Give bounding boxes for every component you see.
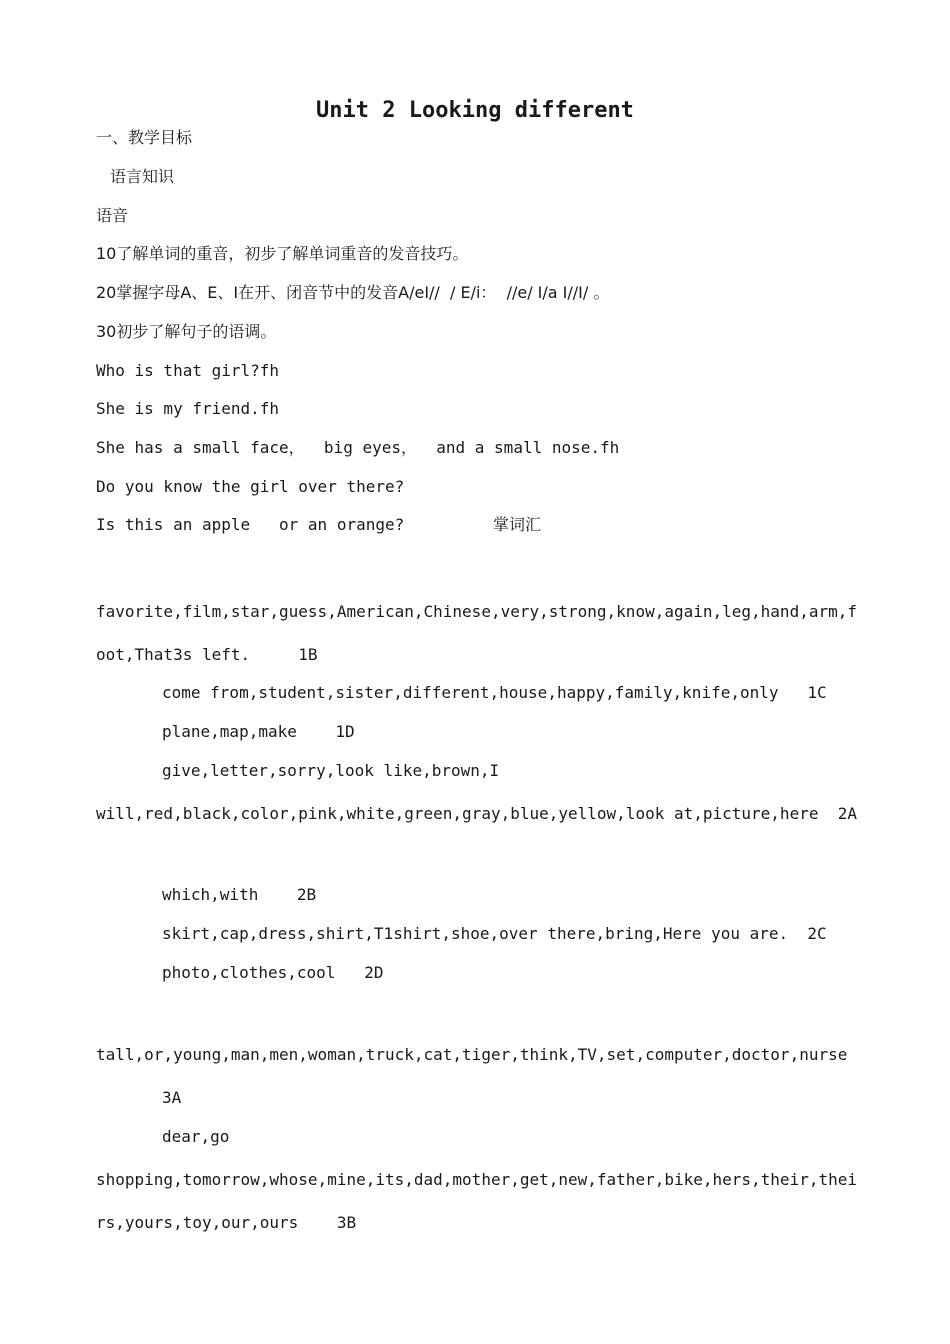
example-sentence-2: She is my friend.fh [96,399,280,418]
vocab-line-9: photo,clothes,cool 2D [162,963,384,982]
example-sentence-5: Is this an apple or an orange? [96,515,405,534]
vocab-line-5: give,letter,sorry,look like,brown,I [162,761,500,780]
vocab-line-6: will,red,black,color,pink,white,green,gray,blue,yellow,look at,picture,here 2A [96,804,857,823]
vocab-line-4: plane,map,make 1D [162,722,355,741]
vocab-line-14: rs,yours,toy,our,ours 3B [96,1213,357,1232]
vocab-line-7: which,with 2B [162,885,317,904]
vocab-line-1: favorite,film,star,guess,American,Chinese,very,strong,know,again,leg,hand,arm,f [96,602,857,621]
example-sentence-4: Do you know the girl over there? [96,477,405,496]
language-knowledge-heading: 语言知识 [110,167,175,186]
vocab-line-12: dear,go [162,1127,230,1146]
vocab-line-10: tall,or,young,man,men,woman,truck,cat,tiger,think,TV,set,computer,doctor,nurse [96,1045,848,1064]
pronunciation-point-3: 30初步了解句子的语调。 [96,322,277,341]
vocab-line-2: oot,That3s left. 1B [96,645,318,664]
vocab-line-11: 3A [162,1088,182,1107]
example-sentence-1: Who is that girl?fh [96,361,280,380]
vocab-line-3: come from,student,sister,different,house,happy,family,knife,only 1C [162,683,827,702]
vocab-line-13: shopping,tomorrow,whose,mine,its,dad,mother,get,new,father,bike,hers,their,thei [96,1170,857,1189]
vocab-heading: 掌词汇 [493,515,542,534]
page-title: Unit 2 Looking different [316,98,634,123]
objectives-heading: 一、教学目标 [96,128,193,147]
pronunciation-point-1: 10了解单词的重音，初步了解单词重音的发音技巧。 [96,244,469,263]
example-sentence-3: She has a small face， big eyes， and a small nose.fh [96,438,620,457]
pronunciation-heading: 语音 [96,206,129,225]
pronunciation-point-2: 20掌握字母A、E、I在开、闭音节中的发音A/eI// / E/i： //e/ I/a I//I/ 。 [96,283,610,302]
vocab-line-8: skirt,cap,dress,shirt,T1shirt,shoe,over there,bring,Here you are. 2C [162,924,827,943]
